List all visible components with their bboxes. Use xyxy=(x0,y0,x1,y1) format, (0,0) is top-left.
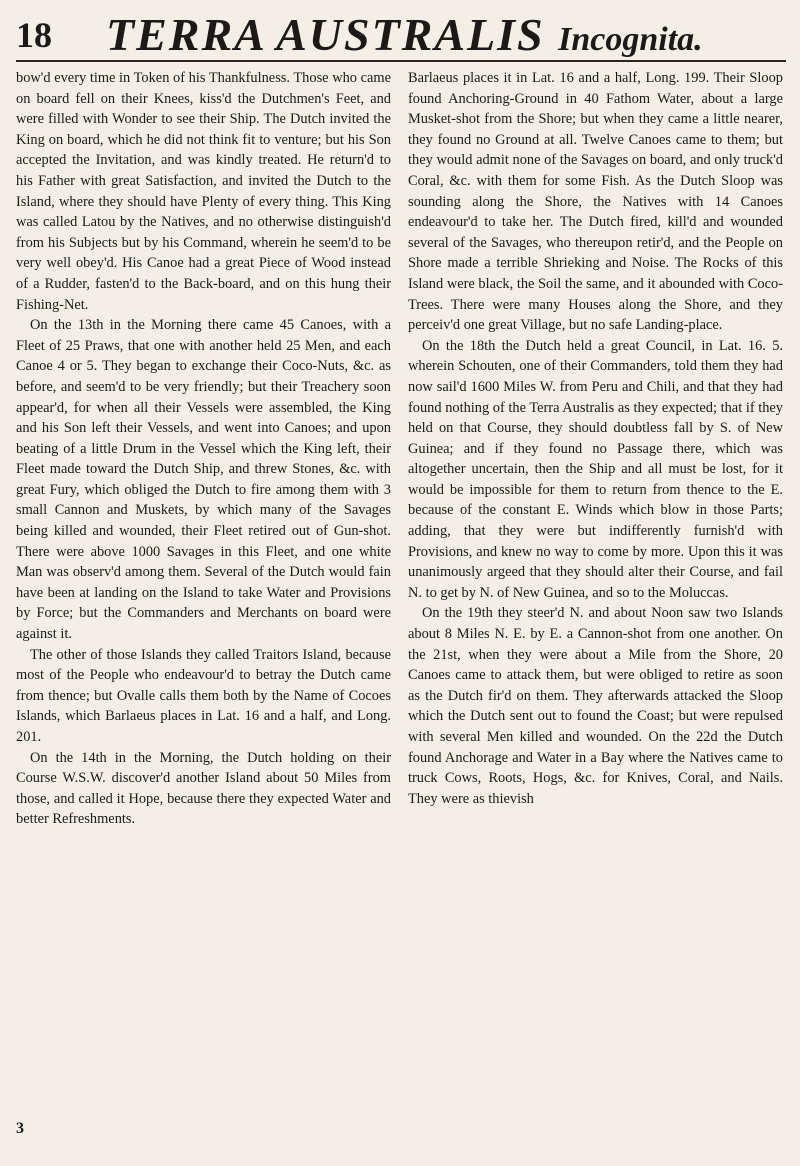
paragraph: The other of those Islands they called Traitors Island, because most of the People who endeavour'd to betray the Dutch came from thence; but Ovalle calls them both by the Name of Cocoes Islands, which Barlaeus places in Lat. 16 and a half, and Long. 201. xyxy=(16,646,391,745)
right-text-column xyxy=(408,68,783,809)
paragraph: On the 13th in the Morning there came 45 Canoes, with a Fleet of 25 Praws, that one with another held 25 Men, and each Canoe 4 or 5. They began to exchange their Coco-Nuts, &c. as before, and seem'd to be very friendly; but their Treachery soon appear'd, for when all their Vessels were assembled, the King and his Son left their Vessels, and went into Canoes; and upon beating of a little Drum in the Vessel which the King left, their Fleet made toward the Dutch Ship, and threw Stones, &c. with great Fury, which obliged the Dutch to fire among them with 3 small Cannon and Muskets, by which many of the Savages being killed and wounded, their Fleet retired out of Gun-shot. There were above 1000 Savages in this Fleet, and one white Man was observ'd among them. Several of the Dutch would fain have been at landing on the Island to take Water and Provisions by Force; but the Commanders and Merchants on board were against it. xyxy=(16,317,391,643)
left-text-column xyxy=(16,68,391,830)
running-head xyxy=(106,8,703,61)
running-head-title: TERRA AUSTRALIS xyxy=(106,9,545,60)
running-head-suffix: Incognita. xyxy=(558,21,703,58)
signature-mark: 3 xyxy=(16,1120,24,1137)
paragraph: Barlaeus places it in Lat. 16 and a half, Long. 199. Their Sloop found Anchoring-Ground in 40 Fathom Water, about a large Musket-shot from the Shore; but when they came a little nearer, they found no Ground at all. Twelve Canoes came to them; but they would admit none of the Savages on board, and only truck'd Coral, &c. with them for some Fish. As the Dutch Sloop was sounding along the Shore, the Natives with 14 Canoes endeavour'd to take her. The Dutch fired, kill'd and wounded several of the Savages, who thereupon retir'd, and the People on Shore made a terrible Shrieking and Noise. The Rocks of this Island were black, the Soil the same, and it abounded with Coco-Trees. There were many Houses along the Shore, and they perceiv'd one great Village, but no safe Landing-place. xyxy=(408,70,783,334)
page-header xyxy=(16,8,786,62)
page-number: 18 xyxy=(16,15,52,55)
paragraph: On the 18th the Dutch held a great Council, in Lat. 16. 5. wherein Schouten, one of their Commanders, told them they had now sail'd 1600 Miles W. from Peru and Chili, and that they had found nothing of the Terra Australis as they expected; that if they held on that Course, they should doubtless fall by S. of New Guinea; and if they found no Passage there, which was altogether uncertain, then the Ship and all must be lost, for it would be impossible for them to return from thence to the E. because of the constant E. Winds which blow in those Parts; adding, that they were but indifferently furnish'd with Provisions, and knew no way to come by more. Upon this it was unanimously argeed that they should alter their Course, and fail N. to get by N. of New Guinea, and so to the Moluccas. xyxy=(408,337,783,601)
paragraph: On the 19th they steer'd N. and about Noon saw two Islands about 8 Miles N. E. by E. a Cannon-shot from one another. On the 21st, when they were about a Mile from the Shore, 20 Canoes came to attack them, but were obliged to retire as soon as the Dutch fir'd on them. They afterwards attacked the Sloop which the Dutch sent out to found the Coast; but were repulsed with several Men killed and wounded. On the 22d the Dutch found Anchorage and Water in a Bay where the Natives came to truck Cows, Roots, Hogs, &c. for Knives, Coral, and Nails. They were as thievish xyxy=(408,605,783,807)
paragraph: bow'd every time in Token of his Thankfulness. Those who came on board fell on their Knees, kiss'd the Dutchmen's Feet, and were filled with Wonder to see their Ship. The Dutch invited the King on board, which he did not think fit to venture; but his Son accepted the Invitation, and was kindly treated. He return'd to his Father with great Satisfaction, and invited the Dutch to the Island, where they should have Plenty of every thing. This King was called Latou by the Natives, and no otherwise distinguish'd from his Subjects but by his Command, wherein he seem'd to be very well obey'd. His Canoe had a great Piece of Wood instead of a Rudder, fasten'd to the Back-board, and on this hung their Fishing-Net. xyxy=(16,70,391,313)
paragraph: On the 14th in the Morning, the Dutch holding on their Course W.S.W. discover'd another Island about 50 Miles from those, and called it Hope, because there they expected Water and better Refreshments. xyxy=(16,749,391,828)
